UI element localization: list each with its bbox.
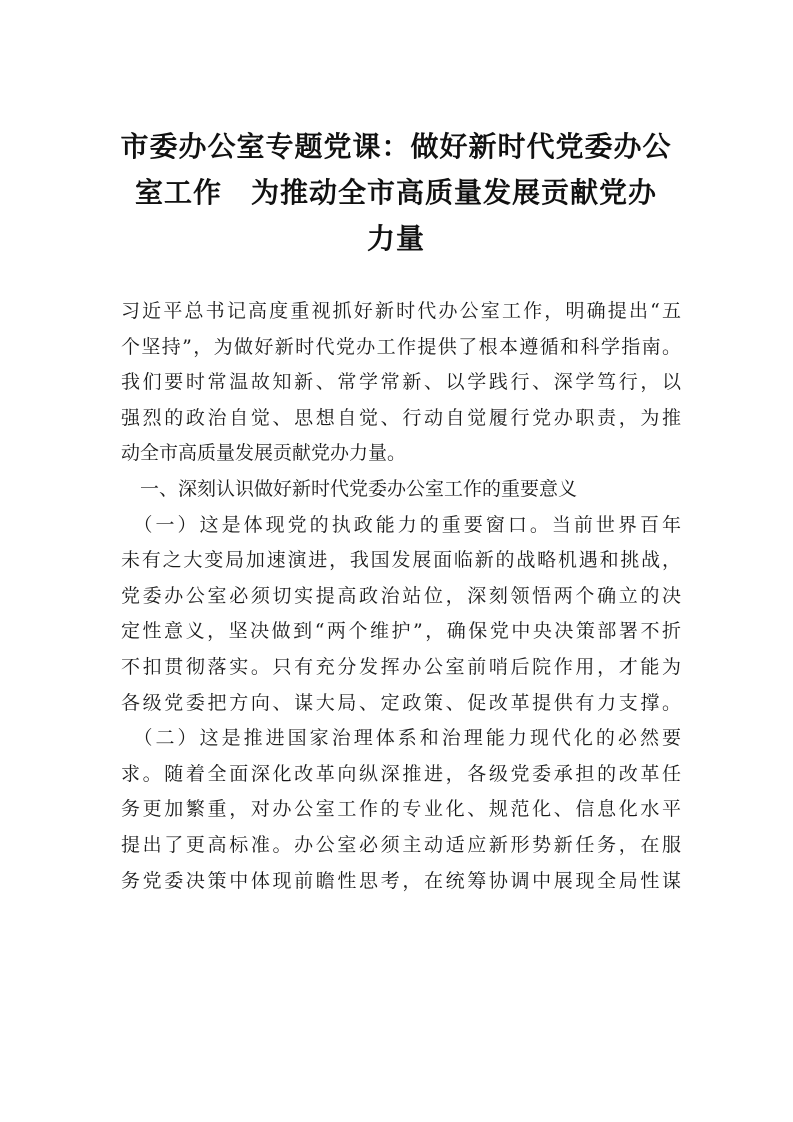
body-line: 提出了更高标准。办公室必须主动适应新形势新任务，在服 xyxy=(121,833,681,856)
body-line: （二）这是推进国家治理体系和治理能力现代化的必然要 xyxy=(121,727,681,750)
body-line: 党委办公室必须切实提高政治站位，深刻领悟两个确立的决 xyxy=(121,584,681,607)
body-line: 定性意义，坚决做到“两个维护”，确保党中央决策部署不折 xyxy=(121,620,681,643)
body-line: 强烈的政治自觉、思想自觉、行动自觉履行党办职责，为推 xyxy=(121,406,681,429)
body-line: 各级党委把方向、谋大局、定政策、促改革提供有力支撑。 xyxy=(121,691,681,714)
body-line: 个坚持”，为做好新时代党办工作提供了根本遵循和科学指南。 xyxy=(121,335,681,358)
title-line-1: 市委办公室专题党课：做好新时代党委办公 xyxy=(120,130,672,163)
title-line-3: 力量 xyxy=(366,222,425,255)
body-line: 动全市高质量发展贡献党办力量。 xyxy=(121,442,407,465)
body-line: （一）这是体现党的执政能力的重要窗口。当前世界百年 xyxy=(121,513,681,536)
body-line: 未有之大变局加速演进，我国发展面临新的战略机遇和挑战， xyxy=(121,549,681,572)
body-line: 务更加繁重，对办公室工作的专业化、规范化、信息化水平 xyxy=(121,798,681,821)
body-line: 求。随着全面深化改革向纵深推进，各级党委承担的改革任 xyxy=(121,762,681,785)
body-line: 务党委决策中体现前瞻性思考，在统筹协调中展现全局性谋 xyxy=(121,869,681,892)
body-line: 习近平总书记高度重视抓好新时代办公室工作，明确提出“五 xyxy=(121,300,681,322)
section-heading: 一、深刻认识做好新时代党委办公室工作的重要意义 xyxy=(121,477,578,500)
title-line-2: 室工作 为推动全市高质量发展贡献党办 xyxy=(134,176,657,209)
body-line: 我们要时常温故知新、常学常新、以学践行、深学笃行，以 xyxy=(121,371,681,394)
body-line: 不扣贯彻落实。只有充分发挥办公室前哨后院作用，才能为 xyxy=(121,655,681,678)
document-title xyxy=(110,124,682,262)
document-body xyxy=(121,294,681,899)
